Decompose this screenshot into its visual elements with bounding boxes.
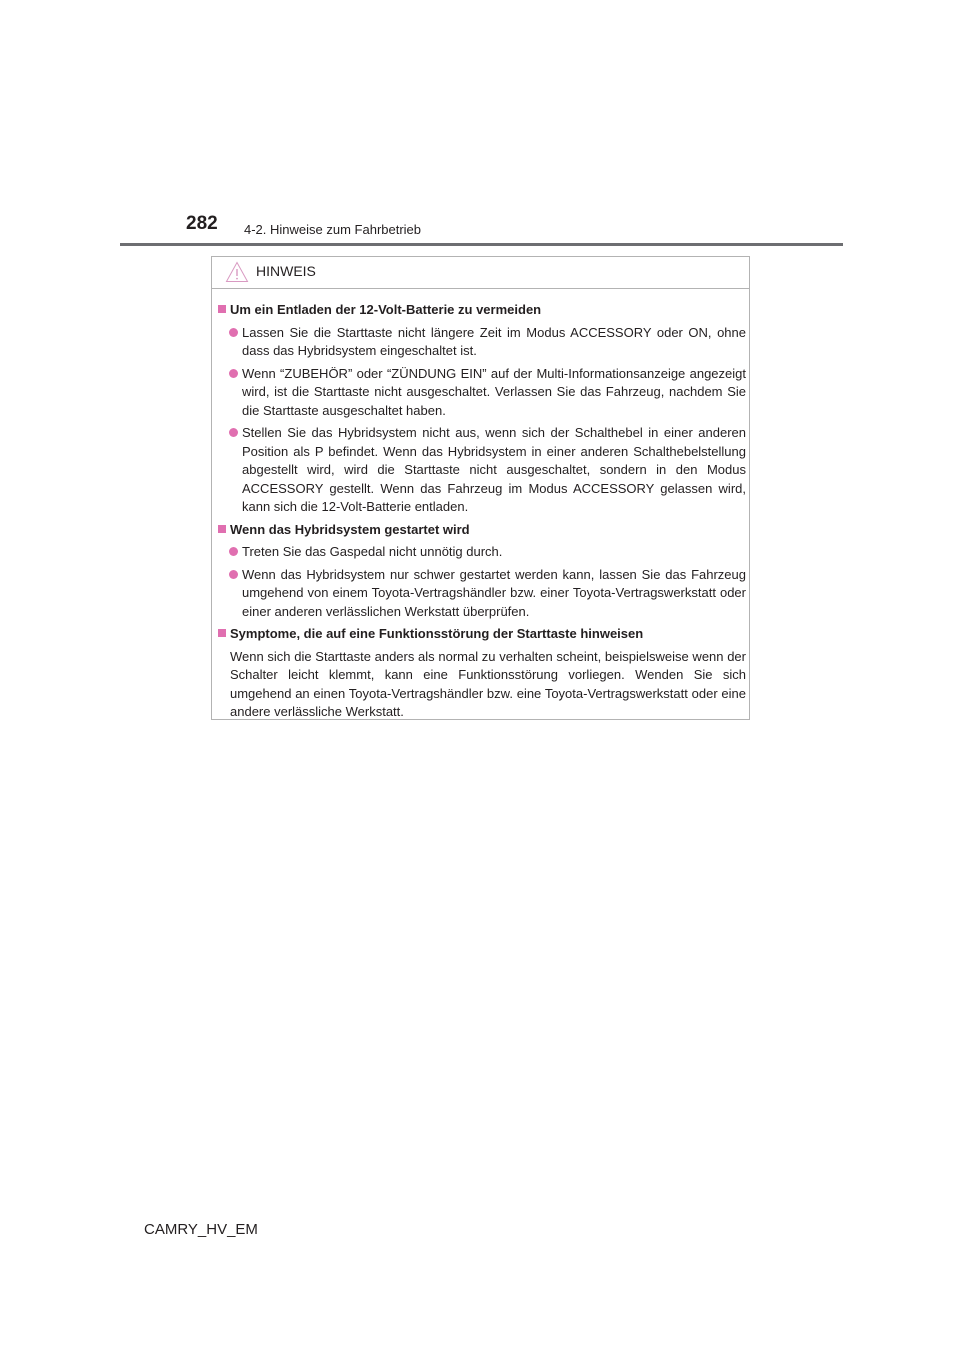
list-item — [218, 365, 746, 421]
round-bullet-icon — [229, 328, 238, 337]
section-title: 4-2. Hinweise zum Fahrbetrieb — [244, 222, 422, 237]
round-bullet-icon — [229, 547, 238, 556]
heading-text: Wenn das Hybridsystem gestartet wird — [230, 521, 470, 537]
item-text: Treten Sie das Gaspedal nicht unnötig durch. — [242, 544, 503, 559]
item-text: Wenn das Hybridsystem nur schwer gestartet werden kann, lassen Sie das Fahrzeug umgehend von einem Toyota-Vertragshändler bzw. einer Toyota-Vertragswerkstatt oder einer anderen verlässlichen Werkstatt überprüfen. — [242, 566, 746, 619]
notice-body — [218, 301, 746, 722]
list-item — [218, 543, 746, 562]
heading-text: Um ein Entladen der 12-Volt-Batterie zu vermeiden — [230, 302, 542, 317]
round-bullet-icon — [229, 369, 238, 378]
list-item — [218, 424, 746, 517]
paragraph: Wenn sich die Starttaste anders als normal zu verhalten scheint, beispielsweise wenn der Schalter leicht klemmt, kann eine Funktionsstörung vorliegen. Wenden Sie sich umgehend an einen Toyota-Vertragshändler bzw. eine Toyota-Vertragswerkstatt oder eine andere verlässliche Werkstatt. — [230, 648, 746, 719]
round-bullet-icon — [229, 570, 238, 579]
item-text: Lassen Sie die Starttaste nicht längere Zeit im Modus ACCESSORY oder ON, ohne dass das Hybridsystem eingeschaltet ist. — [242, 324, 746, 358]
list-item — [218, 566, 746, 622]
footer-code: CAMRY_HV_EM — [144, 1221, 258, 1238]
section-heading — [218, 301, 746, 320]
round-bullet-icon — [229, 428, 238, 437]
notice-header — [212, 257, 749, 289]
warning-triangle-icon — [225, 261, 249, 283]
square-bullet-icon — [218, 305, 226, 313]
item-text: Stellen Sie das Hybridsystem nicht aus, wenn sich der Schalthebel in einer anderen Position als P befindet. Wenn das Hybridsystem in einer anderen Schalthebelstellung abgestellt wird, wird die Starttaste nicht ausgeschaltet, sondern in den Modus ACCESSORY gestellt. Wenn das Fahrzeug im Modus ACCESSORY gelassen wird, kann sich die 12-Volt-Batterie entladen. — [242, 425, 746, 514]
notice-title: HINWEIS — [256, 263, 316, 279]
section-heading — [218, 521, 746, 540]
square-bullet-icon — [218, 525, 226, 533]
section-heading — [218, 625, 746, 644]
list-item — [218, 324, 746, 361]
heading-text: Symptome, die auf eine Funktionsstörung der Starttaste hinweisen — [230, 626, 644, 641]
header-rule — [120, 243, 843, 246]
notice-box — [211, 256, 750, 720]
page-number: 282 — [186, 213, 218, 234]
item-text: Wenn “ZUBEHÖR” oder “ZÜNDUNG EIN” auf der Multi-Informationsanzeige angezeigt wird, ist die Starttaste nicht ausgeschaltet. Verlassen Sie das Fahrzeug, nachdem Sie die Starttaste ausgeschaltet haben. — [242, 365, 746, 418]
square-bullet-icon — [218, 629, 226, 637]
